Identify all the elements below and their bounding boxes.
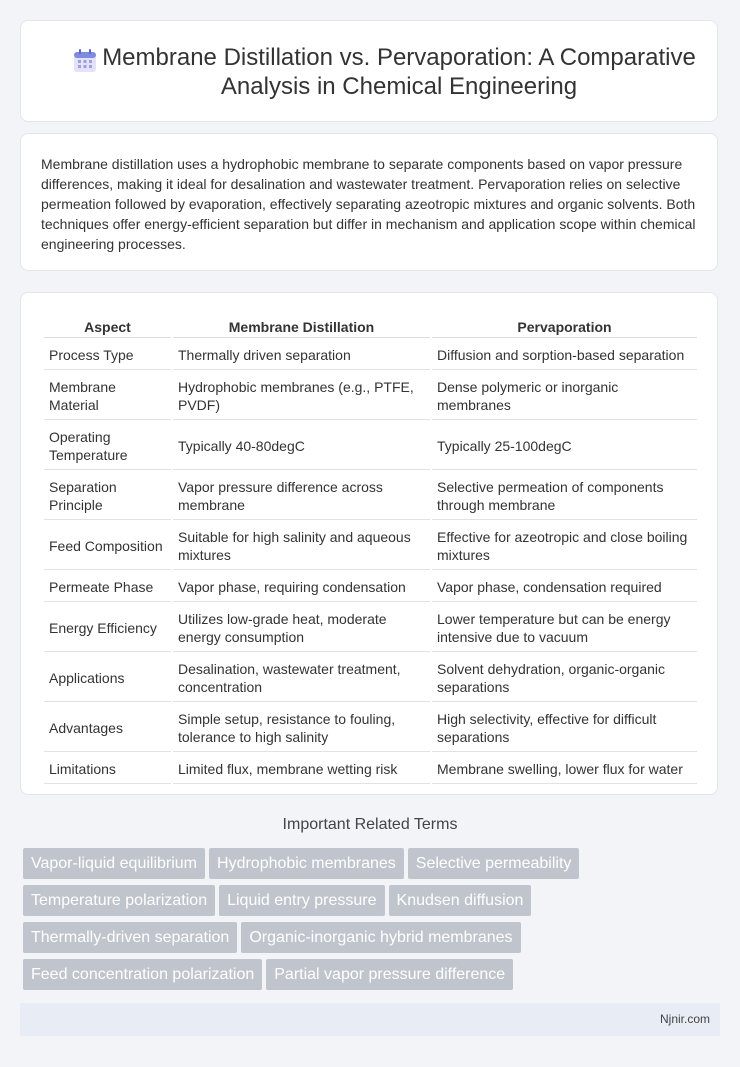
- term-tag[interactable]: Organic-inorganic hybrid membranes: [241, 922, 520, 953]
- table-row: [44, 422, 697, 470]
- term-tag[interactable]: Partial vapor pressure difference: [266, 959, 513, 990]
- term-tag[interactable]: Vapor-liquid equilibrium: [23, 848, 205, 879]
- pervaporation-cell: High selectivity, effective for difficult separations: [432, 704, 697, 752]
- aspect-cell: Energy Efficiency: [44, 604, 171, 652]
- table-row: [44, 654, 697, 702]
- table-row: [44, 604, 697, 652]
- aspect-cell: Advantages: [44, 704, 171, 752]
- intro-text: Membrane distillation uses a hydrophobic membrane to separate components based on vapor pressure differences, making it ideal for desalination and wastewater treatment. Pervaporation relies on selective permeation followed by evaporation, effectively separating azeotropic mixtures and organic solvents. Both techniques offer energy-efficient separation but differ in mechanism and application scope within chemical engineering processes.: [41, 156, 696, 252]
- term-tag[interactable]: Selective permeability: [408, 848, 580, 879]
- tag-row: [23, 959, 723, 996]
- membrane-distillation-cell: Vapor pressure difference across membrane: [173, 472, 430, 520]
- intro-card: [20, 133, 718, 271]
- title-card: [20, 20, 718, 122]
- pervaporation-cell: Diffusion and sorption-based separation: [432, 340, 697, 370]
- related-terms-list: [23, 848, 723, 996]
- term-tag[interactable]: Temperature polarization: [23, 885, 215, 916]
- membrane-distillation-cell: Thermally driven separation: [173, 340, 430, 370]
- term-tag[interactable]: Liquid entry pressure: [219, 885, 384, 916]
- table-row: [44, 522, 697, 570]
- calendar-icon: [71, 47, 99, 75]
- term-tag[interactable]: Hydrophobic membranes: [209, 848, 404, 879]
- tag-row: [23, 885, 723, 922]
- tag-row: [23, 922, 723, 959]
- related-terms-title: Important Related Terms: [282, 816, 458, 833]
- aspect-cell: Applications: [44, 654, 171, 702]
- aspect-cell: Permeate Phase: [44, 572, 171, 602]
- aspect-cell: Limitations: [44, 754, 171, 784]
- footer: [20, 1003, 720, 1036]
- comparison-table: [42, 314, 699, 786]
- pervaporation-cell: Vapor phase, condensation required: [432, 572, 697, 602]
- pervaporation-cell: Solvent dehydration, organic-organic separations: [432, 654, 697, 702]
- aspect-cell: Feed Composition: [44, 522, 171, 570]
- table-header-row: [44, 316, 697, 338]
- table-row: [44, 754, 697, 784]
- term-tag[interactable]: Feed concentration polarization: [23, 959, 262, 990]
- table-row: [44, 704, 697, 752]
- pervaporation-cell: Effective for azeotropic and close boiling mixtures: [432, 522, 697, 570]
- column-header: Membrane Distillation: [173, 316, 430, 338]
- pervaporation-cell: Typically 25-100degC: [432, 422, 697, 470]
- membrane-distillation-cell: Limited flux, membrane wetting risk: [173, 754, 430, 784]
- membrane-distillation-cell: Simple setup, resistance to fouling, tolerance to high salinity: [173, 704, 430, 752]
- table-row: [44, 572, 697, 602]
- membrane-distillation-cell: Hydrophobic membranes (e.g., PTFE, PVDF): [173, 372, 430, 420]
- membrane-distillation-cell: Utilizes low-grade heat, moderate energy consumption: [173, 604, 430, 652]
- pervaporation-cell: Selective permeation of components through membrane: [432, 472, 697, 520]
- membrane-distillation-cell: Typically 40-80degC: [173, 422, 430, 470]
- table-row: [44, 340, 697, 370]
- page-title: Membrane Distillation vs. Pervaporation: A Comparative Analysis in Chemical Engineering: [102, 44, 696, 100]
- column-header: Aspect: [44, 316, 171, 338]
- comparison-table-card: [20, 292, 718, 795]
- membrane-distillation-cell: Suitable for high salinity and aqueous mixtures: [173, 522, 430, 570]
- column-header: Pervaporation: [432, 316, 697, 338]
- pervaporation-cell: Dense polymeric or inorganic membranes: [432, 372, 697, 420]
- pervaporation-cell: Lower temperature but can be energy intensive due to vacuum: [432, 604, 697, 652]
- table-row: [44, 472, 697, 520]
- term-tag[interactable]: Thermally-driven separation: [23, 922, 237, 953]
- membrane-distillation-cell: Desalination, wastewater treatment, concentration: [173, 654, 430, 702]
- term-tag[interactable]: Knudsen diffusion: [389, 885, 532, 916]
- table-row: [44, 372, 697, 420]
- footer-site-link[interactable]: Njnir.com: [659, 1012, 710, 1026]
- aspect-cell: Operating Temperature: [44, 422, 171, 470]
- aspect-cell: Membrane Material: [44, 372, 171, 420]
- tag-row: [23, 848, 723, 885]
- aspect-cell: Separation Principle: [44, 472, 171, 520]
- membrane-distillation-cell: Vapor phase, requiring condensation: [173, 572, 430, 602]
- pervaporation-cell: Membrane swelling, lower flux for water: [432, 754, 697, 784]
- aspect-cell: Process Type: [44, 340, 171, 370]
